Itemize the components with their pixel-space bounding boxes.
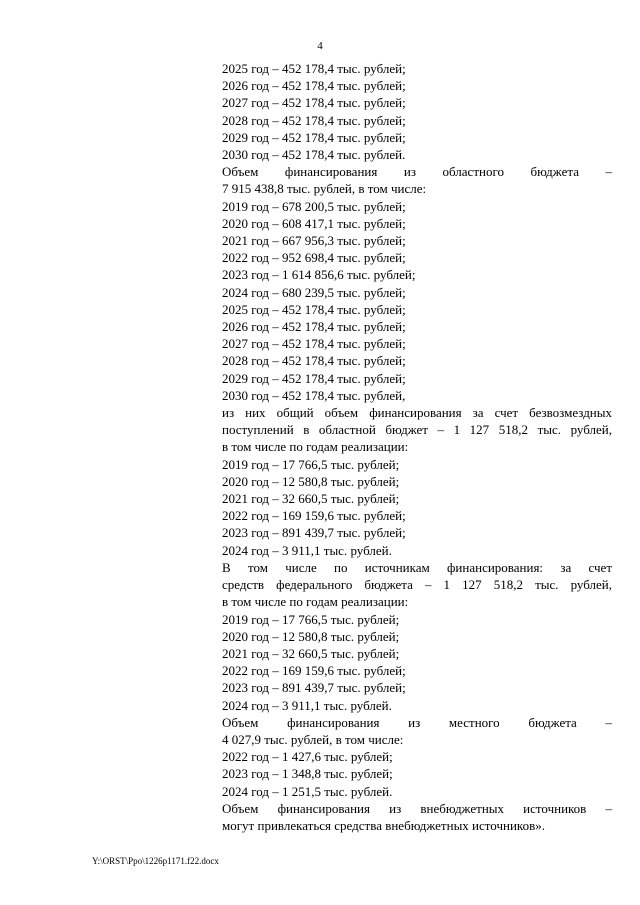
list-item: 2024 год – 3 911,1 тыс. рублей.	[222, 542, 392, 558]
list-item: 2028 год – 452 178,4 тыс. рублей;	[222, 112, 406, 128]
list-block-1	[222, 60, 612, 163]
list-item: 2019 год – 17 766,5 тыс. рублей;	[222, 456, 400, 472]
list-block-2	[222, 198, 612, 404]
document-body	[222, 60, 612, 834]
paragraph-line: из них общий объем финансирования за счет безвозмездных	[222, 405, 612, 421]
list-item: 2029 год – 452 178,4 тыс. рублей;	[222, 129, 406, 145]
list-item: 2027 год – 452 178,4 тыс. рублей;	[222, 95, 406, 111]
list-item: 2030 год – 452 178,4 тыс. рублей,	[222, 387, 406, 403]
paragraph-line: Объем финансирования из внебюджетных источников –	[222, 800, 612, 816]
list-item: 2022 год – 952 698,4 тыс. рублей;	[222, 250, 406, 266]
file-path-footer: Y:\ORST\Ppo\1226p1171.f22.docx	[92, 856, 219, 866]
list-item: 2020 год – 12 580,8 тыс. рублей;	[222, 628, 400, 644]
list-item: 2021 год – 667 956,3 тыс. рублей;	[222, 233, 406, 249]
list-item: 2023 год – 1 348,8 тыс. рублей;	[222, 766, 393, 782]
list-item: 2019 год – 678 200,5 тыс. рублей;	[222, 198, 406, 214]
list-block-5	[222, 748, 612, 800]
list-block-4	[222, 611, 612, 714]
paragraph-line: В том числе по источникам финансирования: за счет	[222, 559, 612, 575]
list-block-3	[222, 456, 612, 559]
page-number: 4	[317, 40, 323, 52]
regional-budget-paragraph	[222, 163, 612, 197]
paragraph-line: могут привлекаться средства внебюджетных источников».	[222, 817, 545, 833]
list-item: 2023 год – 891 439,7 тыс. рублей;	[222, 680, 406, 696]
list-item: 2028 год – 452 178,4 тыс. рублей;	[222, 353, 406, 369]
paragraph-line: в том числе по годам реализации:	[222, 594, 409, 610]
list-item: 2024 год – 1 251,5 тыс. рублей.	[222, 783, 393, 799]
list-item: 2025 год – 452 178,4 тыс. рублей;	[222, 301, 406, 317]
list-item: 2020 год – 12 580,8 тыс. рублей;	[222, 473, 400, 489]
local-budget-paragraph	[222, 714, 612, 748]
list-item: 2019 год – 17 766,5 тыс. рублей;	[222, 611, 400, 627]
list-item: 2023 год – 1 614 856,6 тыс. рублей;	[222, 267, 416, 283]
list-item: 2026 год – 452 178,4 тыс. рублей;	[222, 78, 406, 94]
paragraph-line: в том числе по годам реализации:	[222, 439, 409, 455]
list-item: 2029 год – 452 178,4 тыс. рублей;	[222, 370, 406, 386]
paragraph-line: средств федерального бюджета – 1 127 518,2 тыс. рублей,	[222, 577, 612, 593]
paragraph-line: поступлений в областной бюджет – 1 127 518,2 тыс. рублей,	[222, 422, 612, 438]
list-item: 2022 год – 169 159,6 тыс. рублей;	[222, 508, 406, 524]
list-item: 2027 год – 452 178,4 тыс. рублей;	[222, 336, 406, 352]
list-item: 2021 год – 32 660,5 тыс. рублей;	[222, 491, 400, 507]
paragraph-line: 4 027,9 тыс. рублей, в том числе:	[222, 731, 404, 747]
list-item: 2023 год – 891 439,7 тыс. рублей;	[222, 525, 406, 541]
list-item: 2024 год – 680 239,5 тыс. рублей;	[222, 284, 406, 300]
list-item: 2022 год – 1 427,6 тыс. рублей;	[222, 749, 393, 765]
gratuitous-receipts-paragraph	[222, 404, 612, 456]
list-item: 2021 год – 32 660,5 тыс. рублей;	[222, 645, 400, 661]
federal-budget-paragraph	[222, 559, 612, 611]
paragraph-line: 7 915 438,8 тыс. рублей, в том числе:	[222, 181, 427, 197]
list-item: 2024 год – 3 911,1 тыс. рублей.	[222, 697, 392, 713]
list-item: 2020 год – 608 417,1 тыс. рублей;	[222, 215, 406, 231]
list-item: 2030 год – 452 178,4 тыс. рублей.	[222, 147, 406, 163]
extra-budget-paragraph	[222, 800, 612, 834]
list-item: 2025 год – 452 178,4 тыс. рублей;	[222, 61, 406, 76]
list-item: 2022 год – 169 159,6 тыс. рублей;	[222, 663, 406, 679]
paragraph-line: Объем финансирования из местного бюджета –	[222, 714, 612, 730]
paragraph-line: Объем финансирования из областного бюджета –	[222, 164, 612, 180]
list-item: 2026 год – 452 178,4 тыс. рублей;	[222, 319, 406, 335]
